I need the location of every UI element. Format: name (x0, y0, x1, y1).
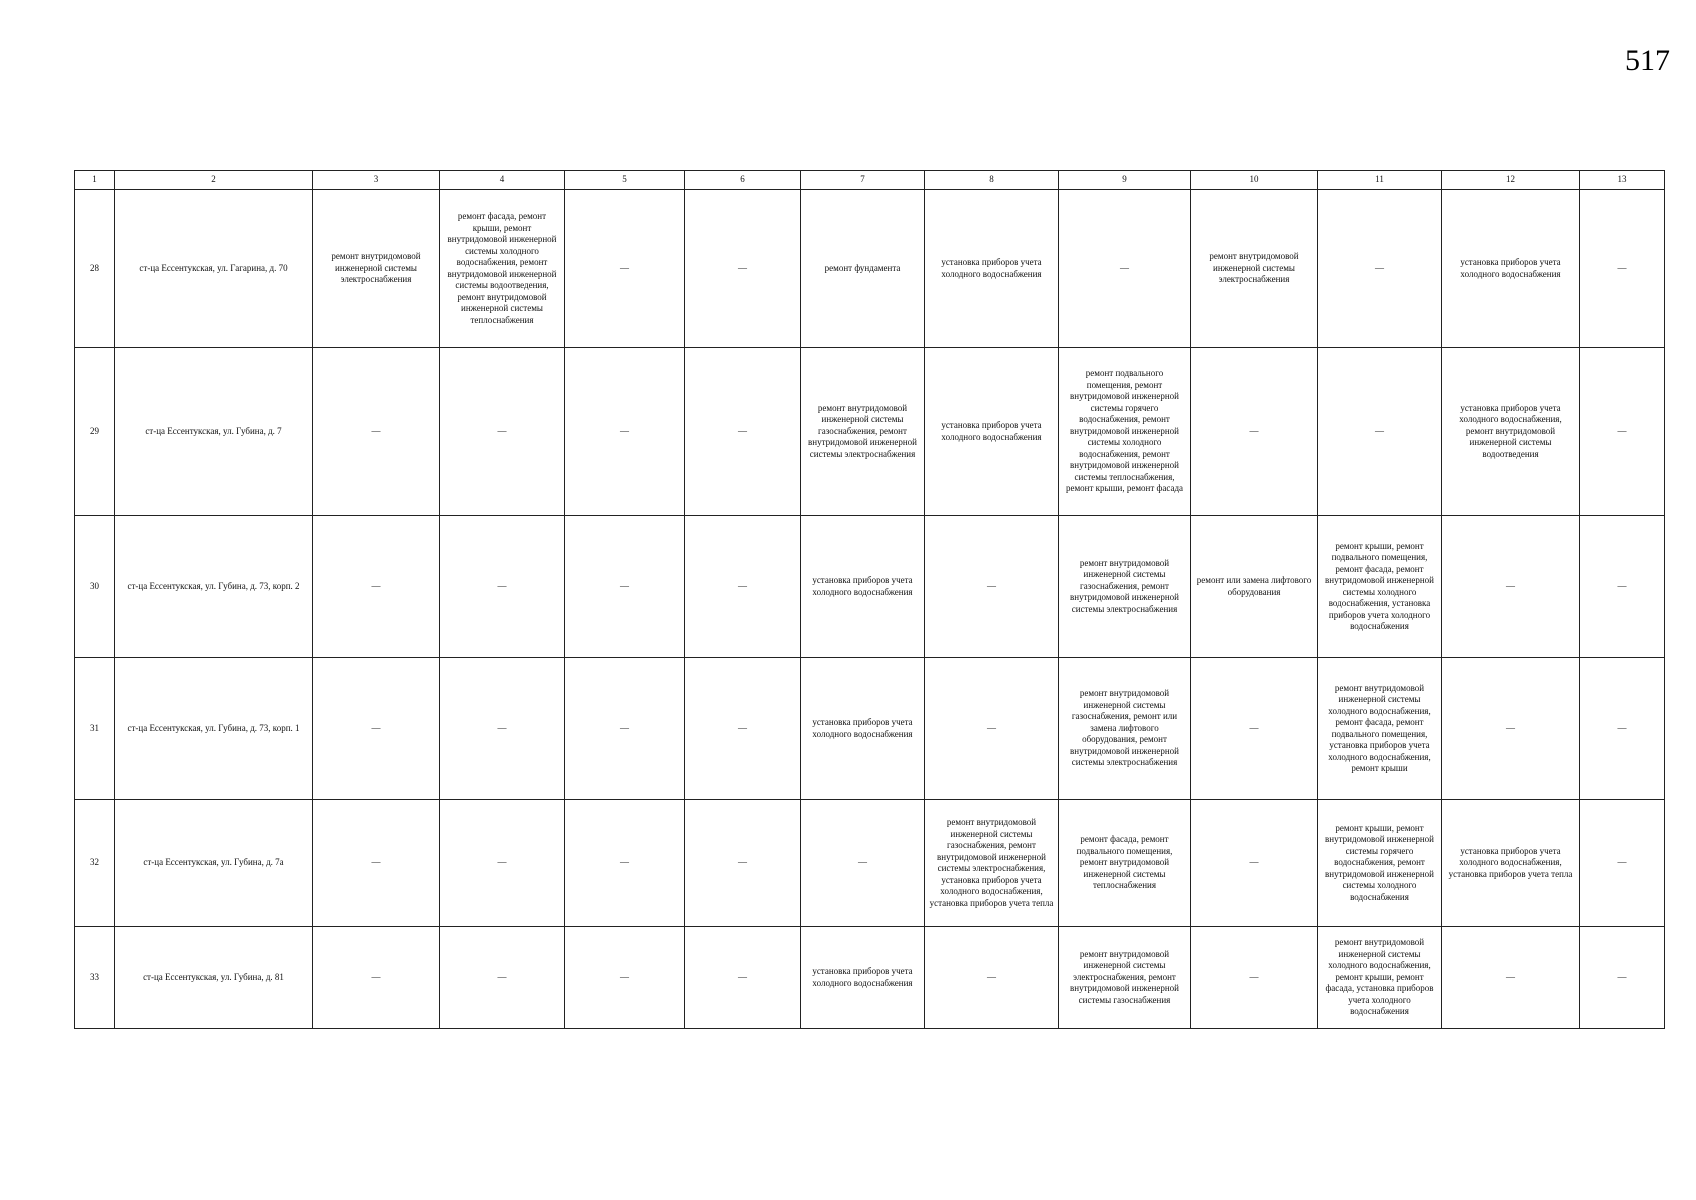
work-cell-col-6: — (685, 927, 801, 1029)
work-cell-col-3: — (313, 800, 440, 927)
work-cell-col-13: — (1580, 658, 1665, 800)
work-cell-col-5: — (565, 190, 685, 348)
column-number-7: 7 (801, 171, 925, 190)
work-cell-col-3: — (313, 658, 440, 800)
work-cell-col-9: — (1059, 190, 1191, 348)
address-cell: ст-ца Ессентукская, ул. Гагарина, д. 70 (115, 190, 313, 348)
column-number-1: 1 (75, 171, 115, 190)
column-number-11: 11 (1318, 171, 1442, 190)
work-cell-col-12: установка приборов учета холодного водоснабжения (1442, 190, 1580, 348)
work-cell-col-11: ремонт внутридомовой инженерной системы холодного водоснабжения, ремонт крыши, ремонт фасада, установка приборов учета холодного водоснабжения (1318, 927, 1442, 1029)
repair-schedule-table (74, 170, 1665, 1029)
work-cell-col-7: — (801, 800, 925, 927)
work-cell-col-7: установка приборов учета холодного водоснабжения (801, 927, 925, 1029)
column-number-9: 9 (1059, 171, 1191, 190)
table-row (75, 190, 1665, 348)
work-cell-col-8: — (925, 927, 1059, 1029)
work-cell-col-5: — (565, 516, 685, 658)
table-row (75, 658, 1665, 800)
work-cell-col-9: ремонт внутридомовой инженерной системы электроснабжения, ремонт внутридомовой инженерной системы газоснабжения (1059, 927, 1191, 1029)
row-number: 29 (75, 348, 115, 516)
work-cell-col-13: — (1580, 348, 1665, 516)
work-cell-col-8: установка приборов учета холодного водоснабжения (925, 348, 1059, 516)
work-cell-col-12: установка приборов учета холодного водоснабжения, ремонт внутридомовой инженерной системы водоотведения (1442, 348, 1580, 516)
work-cell-col-4: — (440, 658, 565, 800)
column-number-2: 2 (115, 171, 313, 190)
work-cell-col-13: — (1580, 927, 1665, 1029)
work-cell-col-9: ремонт внутридомовой инженерной системы газоснабжения, ремонт или замена лифтового оборудования, ремонт внутридомовой инженерной системы электроснабжения (1059, 658, 1191, 800)
column-number-3: 3 (313, 171, 440, 190)
work-cell-col-5: — (565, 927, 685, 1029)
column-number-6: 6 (685, 171, 801, 190)
work-cell-col-7: ремонт фундамента (801, 190, 925, 348)
page-number: 517 (1625, 44, 1670, 77)
address-cell: ст-ца Ессентукская, ул. Губина, д. 7 (115, 348, 313, 516)
column-number-row (75, 171, 1665, 190)
column-number-5: 5 (565, 171, 685, 190)
column-number-13: 13 (1580, 171, 1665, 190)
work-cell-col-5: — (565, 658, 685, 800)
row-number: 31 (75, 658, 115, 800)
work-cell-col-9: ремонт подвального помещения, ремонт внутридомовой инженерной системы горячего водоснабжения, ремонт внутридомовой инженерной системы холодного водоснабжения, ремонт внутридомовой инженерной системы теплоснабжения, ремонт крыши, ремонт фасада (1059, 348, 1191, 516)
row-number: 33 (75, 927, 115, 1029)
column-number-4: 4 (440, 171, 565, 190)
work-cell-col-8: — (925, 516, 1059, 658)
work-cell-col-6: — (685, 516, 801, 658)
work-cell-col-6: — (685, 658, 801, 800)
work-cell-col-4: — (440, 927, 565, 1029)
work-cell-col-7: ремонт внутридомовой инженерной системы газоснабжения, ремонт внутридомовой инженерной системы электроснабжения (801, 348, 925, 516)
work-cell-col-6: — (685, 190, 801, 348)
work-cell-col-7: установка приборов учета холодного водоснабжения (801, 516, 925, 658)
work-cell-col-8: установка приборов учета холодного водоснабжения (925, 190, 1059, 348)
work-cell-col-11: ремонт крыши, ремонт подвального помещения, ремонт фасада, ремонт внутридомовой инженерной системы холодного водоснабжения, установка приборов учета холодного водоснабжения (1318, 516, 1442, 658)
row-number: 32 (75, 800, 115, 927)
work-cell-col-12: — (1442, 658, 1580, 800)
work-cell-col-8: ремонт внутридомовой инженерной системы газоснабжения, ремонт внутридомовой инженерной системы электроснабжения, установка приборов учета холодного водоснабжения, установка приборов учета тепла (925, 800, 1059, 927)
work-cell-col-9: ремонт фасада, ремонт подвального помещения, ремонт внутридомовой инженерной системы теплоснабжения (1059, 800, 1191, 927)
work-cell-col-10: — (1191, 348, 1318, 516)
column-number-12: 12 (1442, 171, 1580, 190)
work-cell-col-4: — (440, 516, 565, 658)
address-cell: ст-ца Ессентукская, ул. Губина, д. 81 (115, 927, 313, 1029)
work-cell-col-13: — (1580, 800, 1665, 927)
work-cell-col-11: ремонт крыши, ремонт внутридомовой инженерной системы горячего водоснабжения, ремонт внутридомовой инженерной системы холодного водоснабжения (1318, 800, 1442, 927)
work-cell-col-6: — (685, 348, 801, 516)
table-row (75, 800, 1665, 927)
work-cell-col-10: ремонт или замена лифтового оборудования (1191, 516, 1318, 658)
table-body (75, 190, 1665, 1029)
work-cell-col-10: — (1191, 658, 1318, 800)
address-cell: ст-ца Ессентукская, ул. Губина, д. 7а (115, 800, 313, 927)
work-cell-col-13: — (1580, 190, 1665, 348)
work-cell-col-13: — (1580, 516, 1665, 658)
work-cell-col-3: — (313, 927, 440, 1029)
column-number-8: 8 (925, 171, 1059, 190)
table-row (75, 516, 1665, 658)
work-cell-col-11: — (1318, 190, 1442, 348)
work-cell-col-3: — (313, 516, 440, 658)
work-cell-col-5: — (565, 800, 685, 927)
row-number: 28 (75, 190, 115, 348)
work-cell-col-4: — (440, 348, 565, 516)
work-cell-col-11: ремонт внутридомовой инженерной системы холодного водоснабжения, ремонт фасада, ремонт подвального помещения, установка приборов учета холодного водоснабжения, ремонт крыши (1318, 658, 1442, 800)
address-cell: ст-ца Ессентукская, ул. Губина, д. 73, корп. 1 (115, 658, 313, 800)
address-cell: ст-ца Ессентукская, ул. Губина, д. 73, корп. 2 (115, 516, 313, 658)
work-cell-col-3: — (313, 348, 440, 516)
work-cell-col-3: ремонт внутридомовой инженерной системы электроснабжения (313, 190, 440, 348)
work-cell-col-12: — (1442, 516, 1580, 658)
table-row (75, 927, 1665, 1029)
work-cell-col-9: ремонт внутридомовой инженерной системы газоснабжения, ремонт внутридомовой инженерной системы электроснабжения (1059, 516, 1191, 658)
table-row (75, 348, 1665, 516)
work-cell-col-11: — (1318, 348, 1442, 516)
work-cell-col-4: ремонт фасада, ремонт крыши, ремонт внутридомовой инженерной системы холодного водоснабжения, ремонт внутридомовой инженерной системы водоотведения, ремонт внутридомовой инженерной системы теплоснабжения (440, 190, 565, 348)
column-number-10: 10 (1191, 171, 1318, 190)
work-cell-col-12: — (1442, 927, 1580, 1029)
work-cell-col-6: — (685, 800, 801, 927)
work-cell-col-10: — (1191, 927, 1318, 1029)
work-cell-col-4: — (440, 800, 565, 927)
work-cell-col-8: — (925, 658, 1059, 800)
work-cell-col-5: — (565, 348, 685, 516)
row-number: 30 (75, 516, 115, 658)
work-cell-col-10: ремонт внутридомовой инженерной системы электроснабжения (1191, 190, 1318, 348)
work-cell-col-10: — (1191, 800, 1318, 927)
work-cell-col-12: установка приборов учета холодного водоснабжения, установка приборов учета тепла (1442, 800, 1580, 927)
work-cell-col-7: установка приборов учета холодного водоснабжения (801, 658, 925, 800)
